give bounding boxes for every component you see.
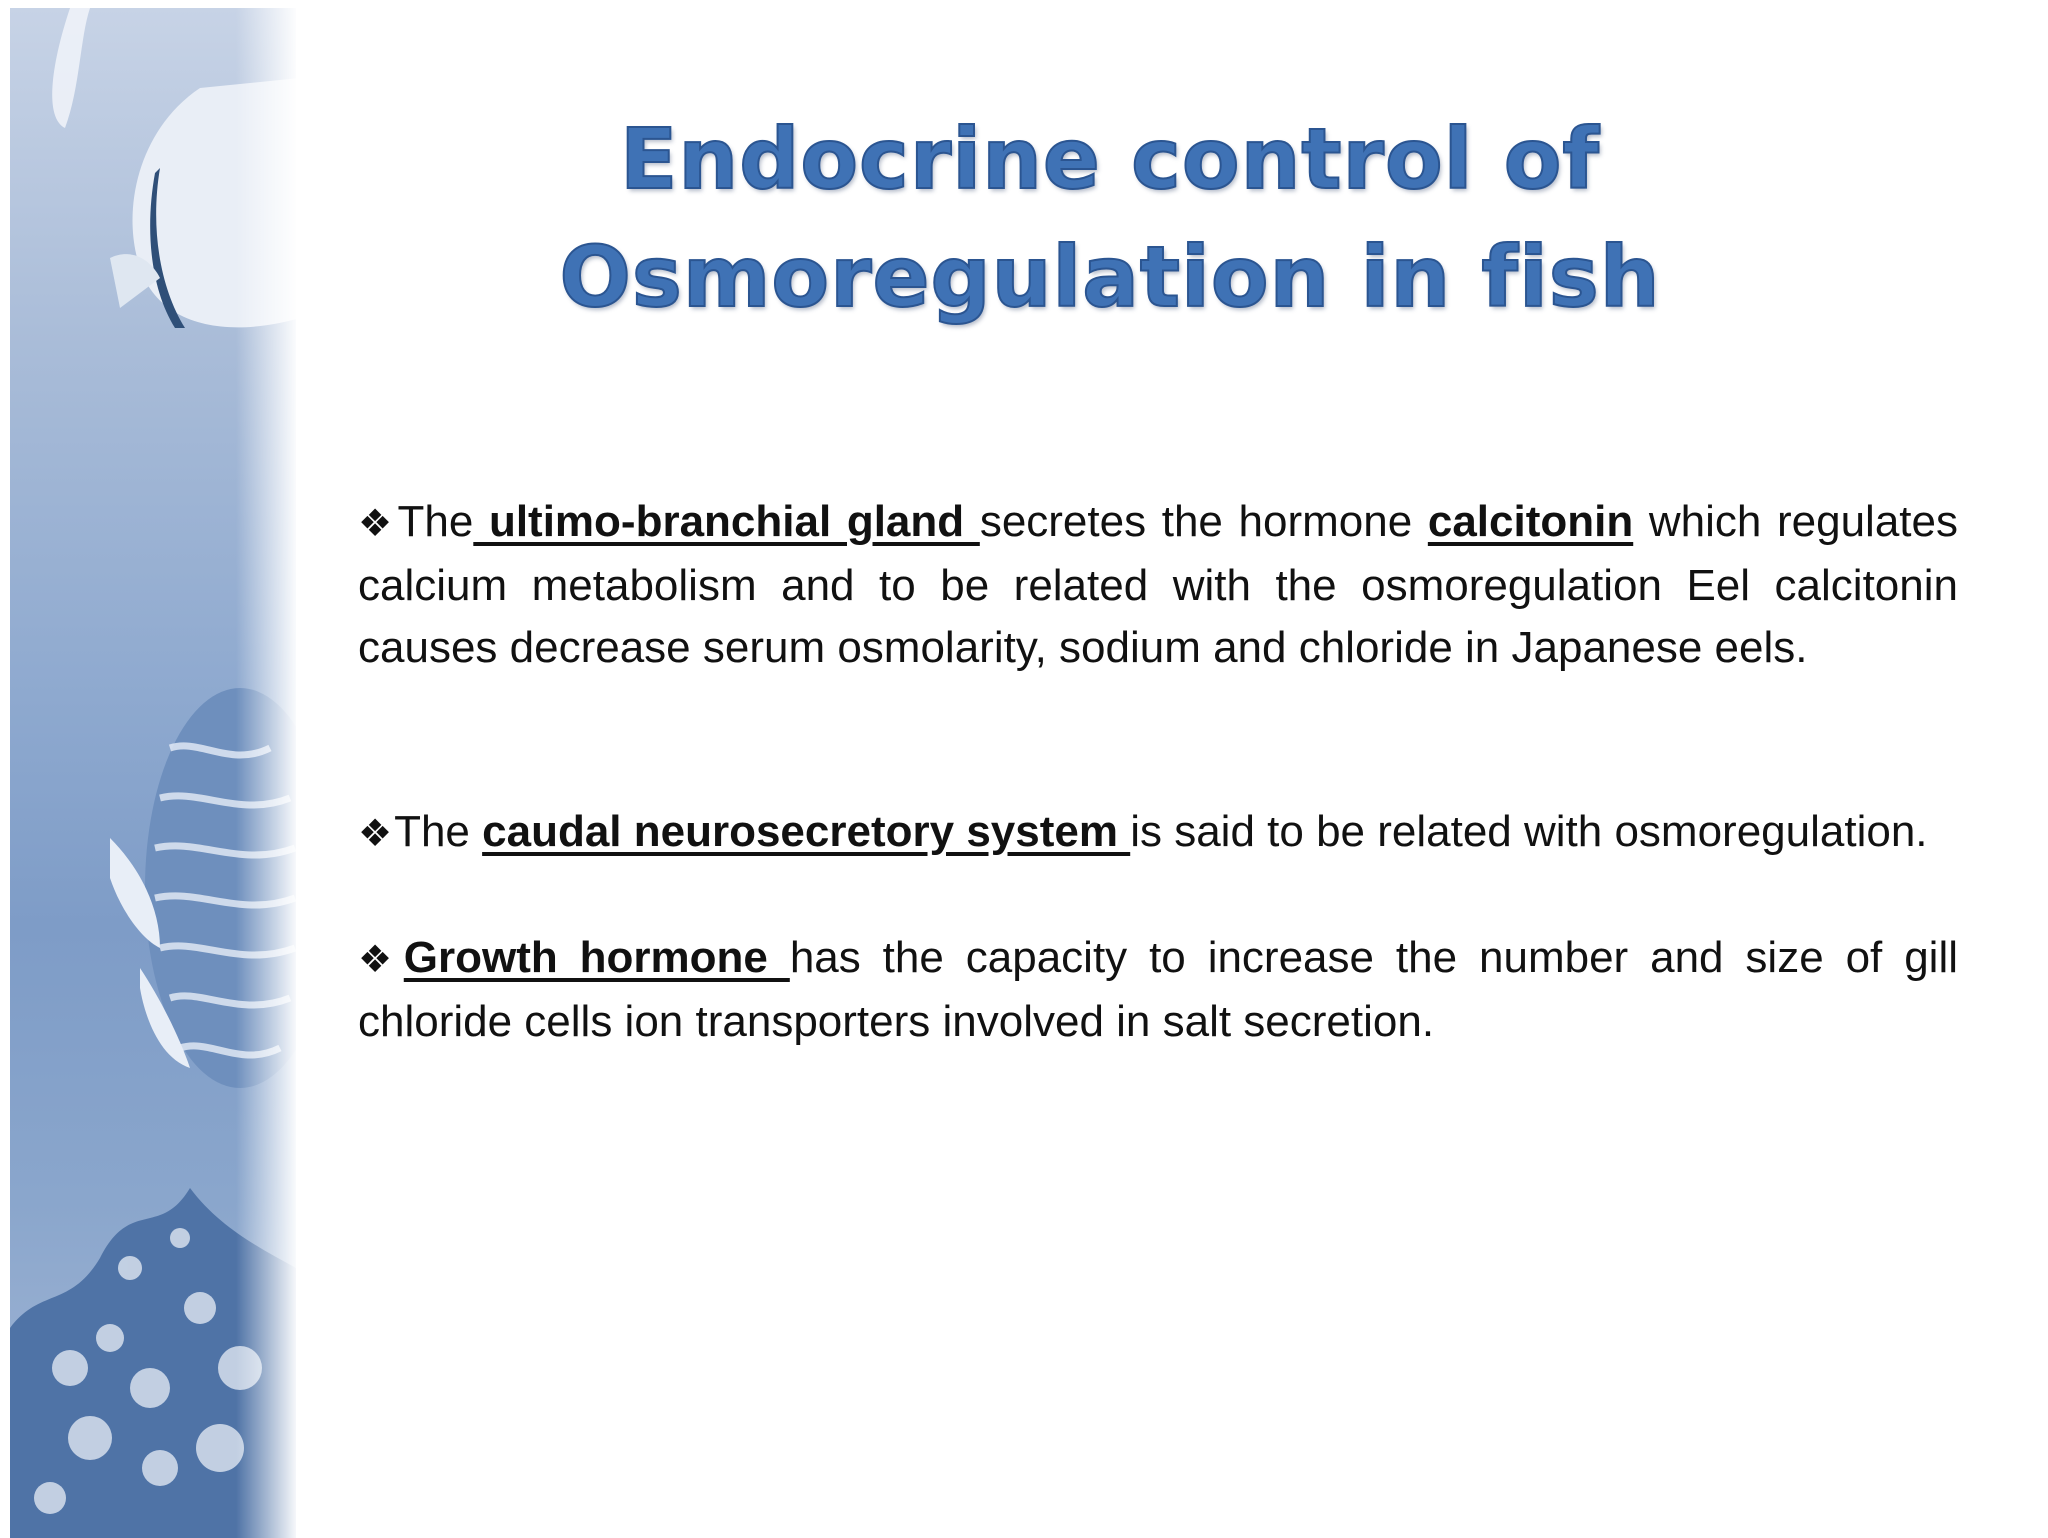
term-ultimo-branchial-gland: ultimo-branchial gland [473, 497, 980, 546]
term-caudal-neurosecretory-system: caudal neurosecretory system [482, 807, 1131, 856]
term-growth-hormone: Growth hormone [403, 933, 790, 982]
term-calcitonin: calcitonin [1427, 497, 1634, 546]
slide-content [358, 491, 1958, 1053]
paragraph-calcitonin: ❖The ultimo-branchial gland secretes the hormone calcitonin which regulates calcium metabolism and to be related with the osmoregulation Eel calcitonin causes decrease serum osmolarity, sodium and chloride in Japanese eels. [358, 497, 1958, 672]
slide-title: Endocrine control of Osmoregulation in fish [559, 110, 1661, 326]
decorative-fish-strip [10, 8, 296, 1538]
bullet-icon: ❖ [358, 939, 402, 981]
paragraph-caudal-neurosecretory: ❖The caudal neurosecretory system is said to be related with osmoregulation. [358, 807, 1928, 856]
bullet-icon: ❖ [358, 813, 393, 855]
paragraph-growth-hormone: ❖Growth hormone has the capacity to increase the number and size of gill chloride cells ion transporters involved in salt secretion. [358, 933, 1958, 1046]
fish-illustration [10, 8, 296, 1538]
bullet-icon: ❖ [358, 503, 396, 545]
